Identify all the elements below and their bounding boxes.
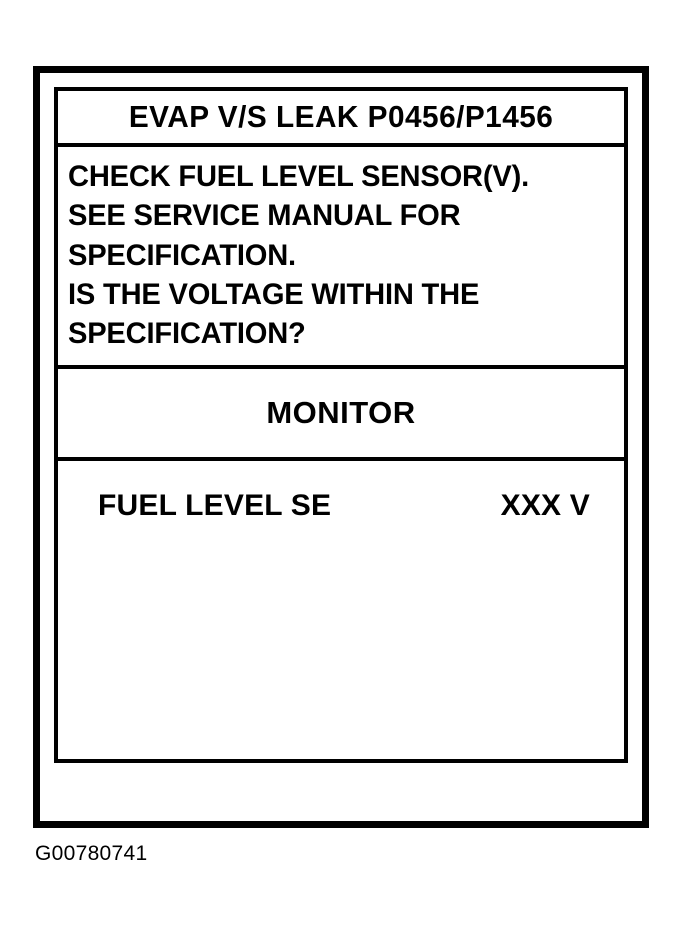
monitor-header-cell	[54, 369, 628, 461]
parameter-label: FUEL LEVEL SE	[98, 489, 332, 523]
question-line-2: SEE SERVICE MANUAL FOR	[68, 199, 461, 233]
screen-title: EVAP V/S LEAK P0456/P1456	[128, 99, 554, 134]
question-line-1: CHECK FUEL LEVEL SENSOR(V).	[68, 160, 529, 193]
figure-caption: G00780741	[35, 842, 148, 865]
screen-title-cell	[54, 87, 628, 147]
question-line-3: SPECIFICATION.	[68, 238, 296, 272]
table-row	[58, 489, 624, 523]
monitor-data-cell	[54, 461, 628, 763]
question-line-4: IS THE VOLTAGE WITHIN THE	[68, 277, 480, 311]
scan-tool-screen-inner	[54, 87, 628, 807]
scan-tool-screen-frame	[33, 66, 649, 828]
monitor-header-label: MONITOR	[266, 395, 416, 431]
question-cell	[54, 147, 628, 369]
question-line-5: SPECIFICATION?	[68, 317, 306, 351]
parameter-value: XXX V	[500, 489, 590, 523]
